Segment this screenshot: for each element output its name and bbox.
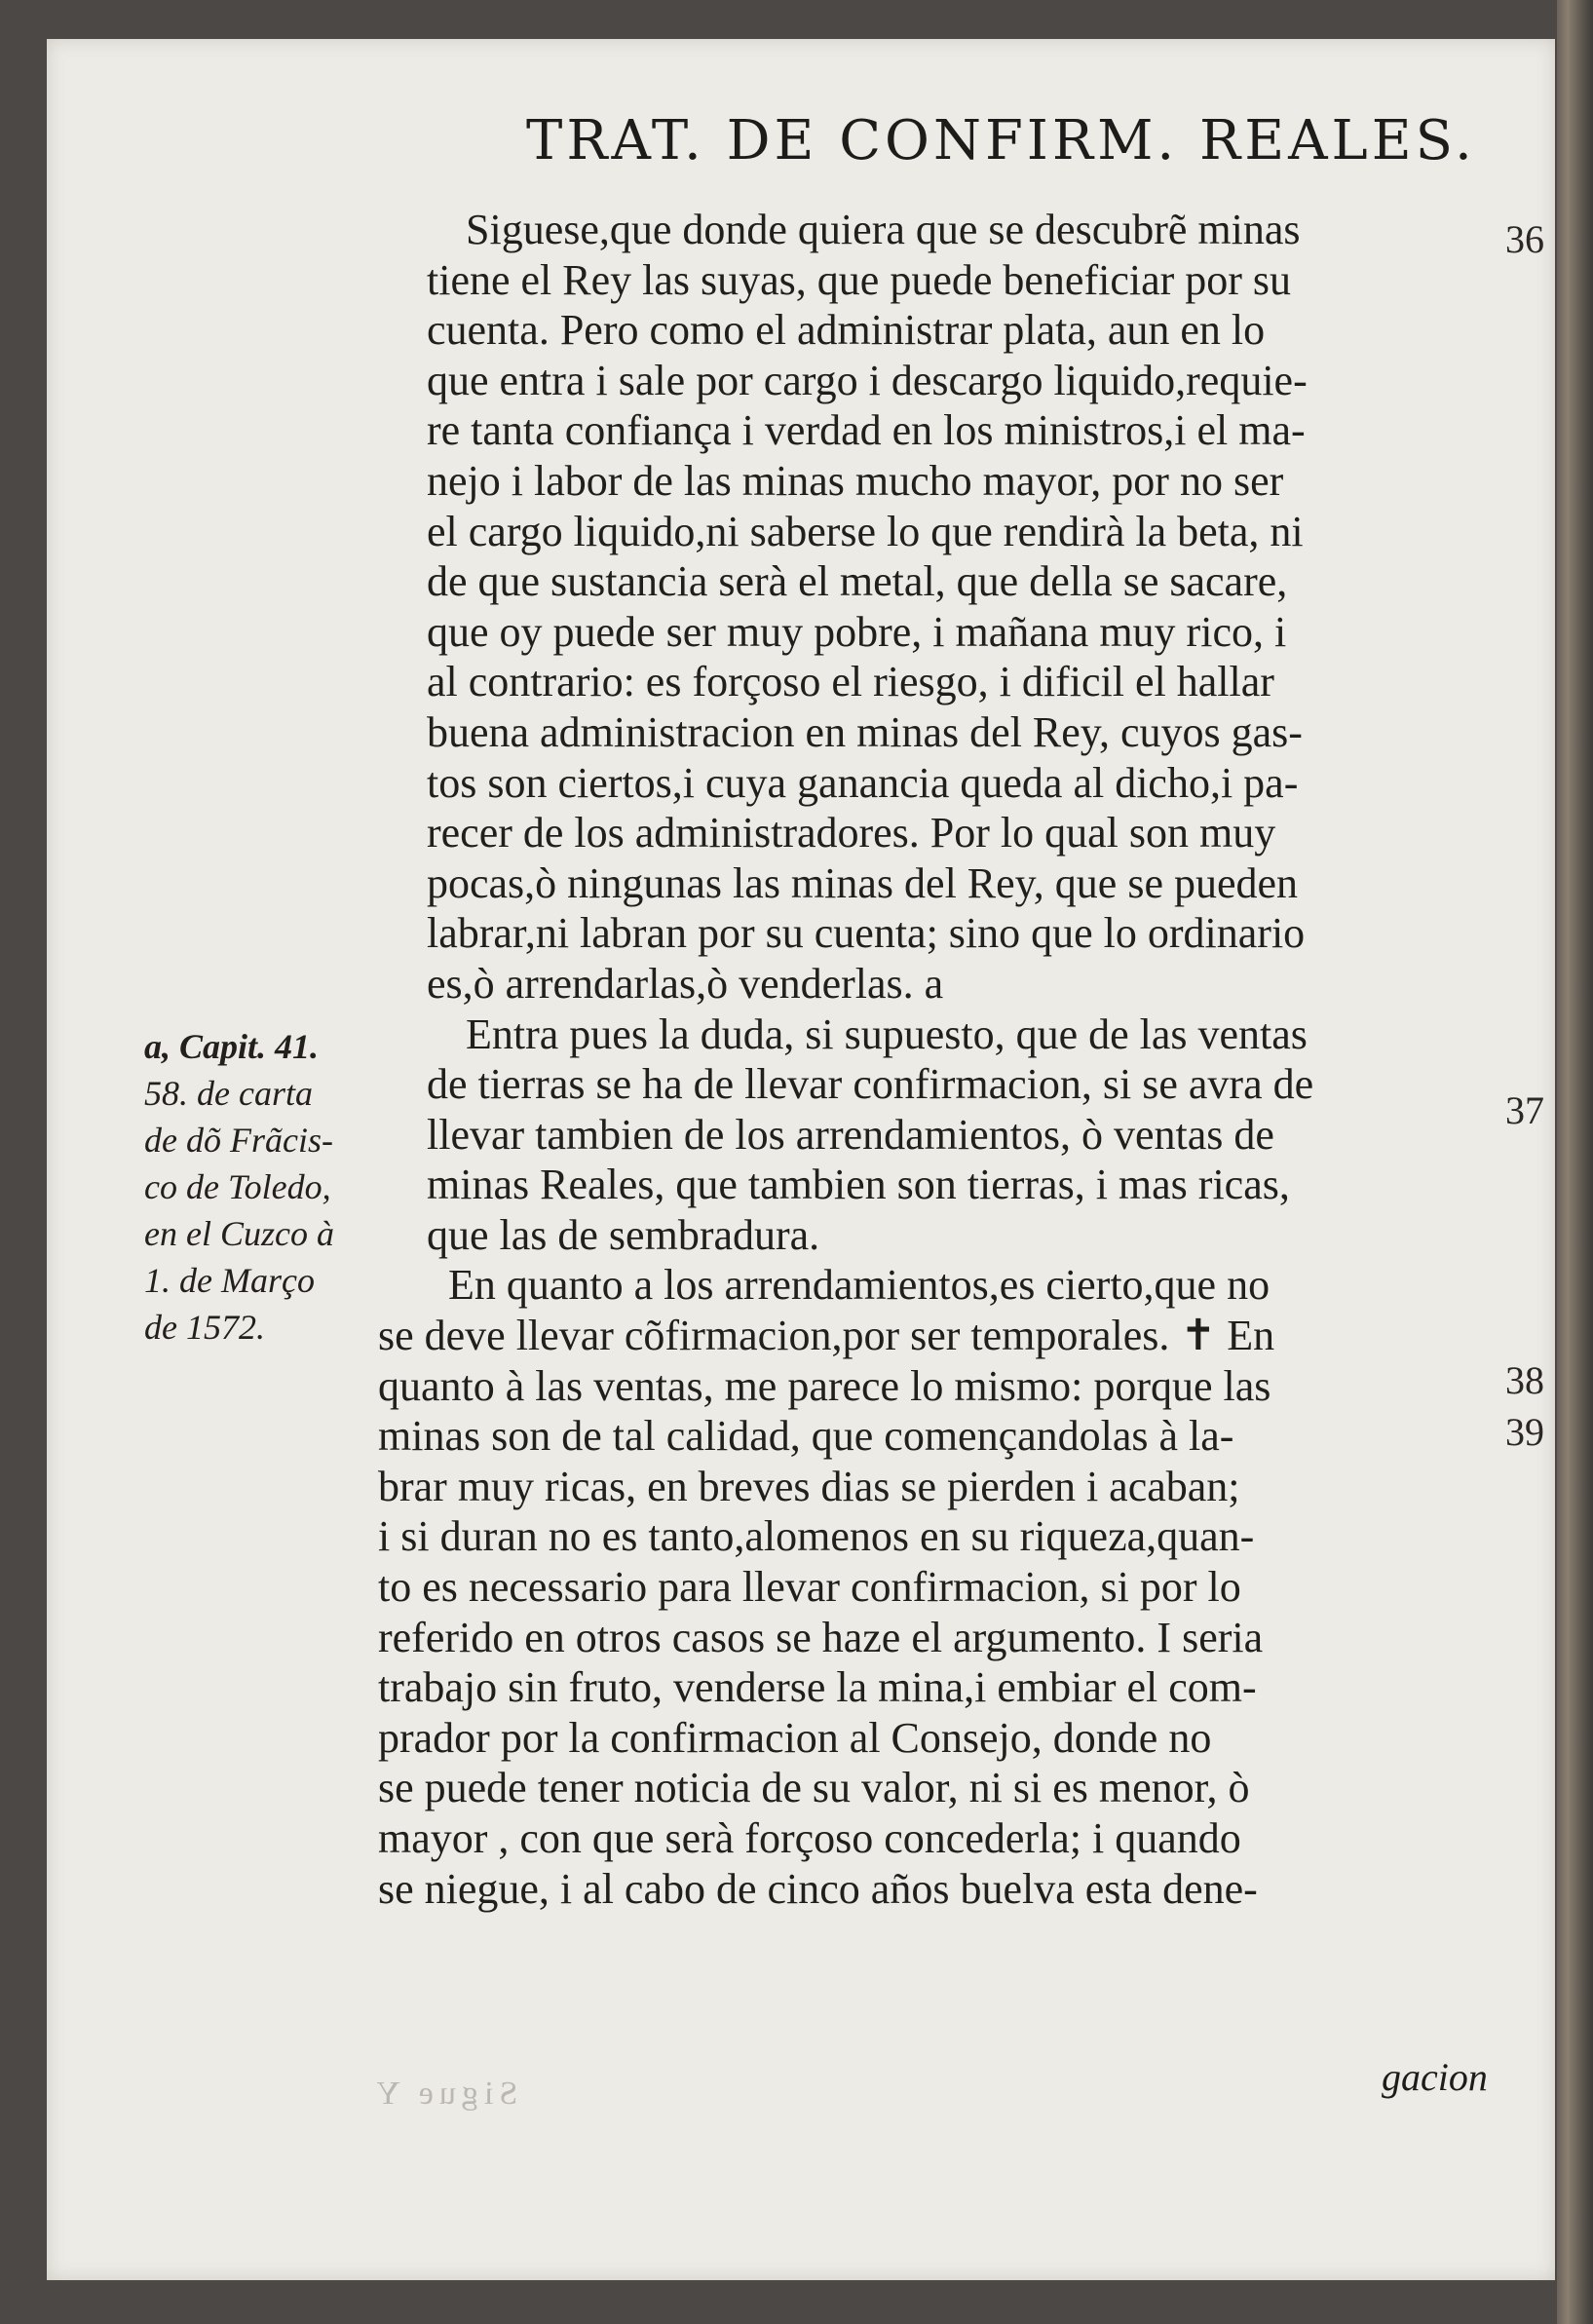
body-text: [378, 205, 1498, 1914]
text-line: se niegue, i al cabo de cinco años buelva esta dene-: [378, 1864, 1258, 1913]
text-line: de que sustancia serà el metal, que della se sacare,: [427, 557, 1288, 606]
text-line: to es necessario para llevar confirmacion, si por lo: [378, 1563, 1241, 1612]
text-line: recer de los administradores. Por lo qual son muy: [427, 809, 1276, 857]
text-line: al contrario: es forçoso el riesgo, i dificil el hallar: [427, 658, 1274, 706]
margin-note-line: 1. de Março: [144, 1261, 315, 1300]
book-edge: [1557, 0, 1593, 2324]
text-line: trabajo sin fruto, venderse la mina,i embiar el com-: [378, 1663, 1257, 1712]
margin-note: [144, 1023, 398, 1351]
text-line: brar muy ricas, en breves dias se pierden i acaban;: [378, 1462, 1240, 1510]
margin-note-line: co de Toledo,: [144, 1167, 331, 1206]
margin-note-line: de 1572.: [144, 1308, 265, 1347]
paragraph-1: [388, 205, 1498, 1010]
text-line: que entra i sale por cargo i descargo liquido,requie-: [427, 356, 1308, 404]
margin-note-line: de dõ Frãcis-: [144, 1121, 333, 1160]
text-line: buena administracion en minas del Rey, cuyos gas-: [427, 707, 1303, 756]
paragraph-3: [378, 1260, 1498, 1914]
text-line: En quanto a los arrendamientos,es cierto,que no: [448, 1261, 1271, 1310]
margin-number: 37: [1505, 1088, 1544, 1132]
margin-note-line: a, Capit. 41.: [144, 1027, 320, 1066]
text-line: quanto à las ventas, me parece lo mismo: porque las: [378, 1361, 1271, 1410]
catchword: gacion: [1382, 2055, 1488, 2099]
text-line: que oy puede ser muy pobre, i mañana muy rico, i: [427, 607, 1287, 656]
text-line: Siguese,que donde quiera que se descubrẽ minas: [466, 206, 1301, 253]
text-line: minas Reales, que tambien son tierras, i mas ricas,: [427, 1161, 1290, 1209]
paragraph-2: [388, 1010, 1498, 1261]
text-line: minas son de tal calidad, que començandolas à la-: [378, 1412, 1234, 1461]
text-line: se puede tener noticia de su valor, ni si es menor, ò: [378, 1764, 1250, 1812]
text-line: nejo i labor de las minas mucho mayor, por no ser: [427, 456, 1284, 505]
margin-number: 39: [1505, 1410, 1544, 1454]
text-line: el cargo liquido,ni saberse lo que rendirà la beta, ni: [427, 507, 1304, 555]
text-line: que las de sembradura.: [427, 1210, 820, 1259]
text-line: tos son ciertos,i cuya ganancia queda al dicho,i pa-: [427, 758, 1299, 807]
running-head: TRAT. DE CONFIRM. REALES.: [526, 109, 1476, 172]
bleed-through-text: Sigue Y: [370, 2076, 518, 2112]
text-line: i si duran no es tanto,alomenos en su riqueza,quan-: [378, 1512, 1255, 1561]
text-line: tiene el Rey las suyas, que puede beneficiar por su: [427, 255, 1292, 304]
text-line: prador por la confirmacion al Consejo, donde no: [378, 1713, 1212, 1762]
text-line: referido en otros casos se haze el argumento. I seria: [378, 1613, 1264, 1661]
text-line: llevar tambien de los arrendamientos, ò ventas de: [427, 1110, 1274, 1159]
text-line: de tierras se ha de llevar confirmacion, si se avra de: [427, 1060, 1314, 1109]
text-line: mayor , con que serà forçoso concederla; i quando: [378, 1814, 1241, 1862]
margin-number: 38: [1505, 1358, 1544, 1402]
margin-note-line: en el Cuzco à: [144, 1214, 334, 1253]
text-line: se deve llevar cõfirmacion,por ser temporales. ✝ En: [378, 1312, 1275, 1360]
text-line: Entra pues la duda, si supuesto, que de las ventas: [466, 1010, 1308, 1058]
text-line: labrar,ni labran por su cuenta; sino que lo ordinario: [427, 909, 1306, 958]
text-line: pocas,ò ningunas las minas del Rey, que se pueden: [427, 858, 1299, 907]
text-line: cuenta. Pero como el administrar plata, aun en lo: [427, 306, 1266, 355]
text-line: es,ò arrendarlas,ò venderlas. a: [427, 959, 944, 1008]
margin-note-line: 58. de carta: [144, 1074, 313, 1113]
text-line: re tanta confiança i verdad en los ministros,i el ma-: [427, 406, 1306, 455]
margin-number: 36: [1505, 217, 1544, 261]
